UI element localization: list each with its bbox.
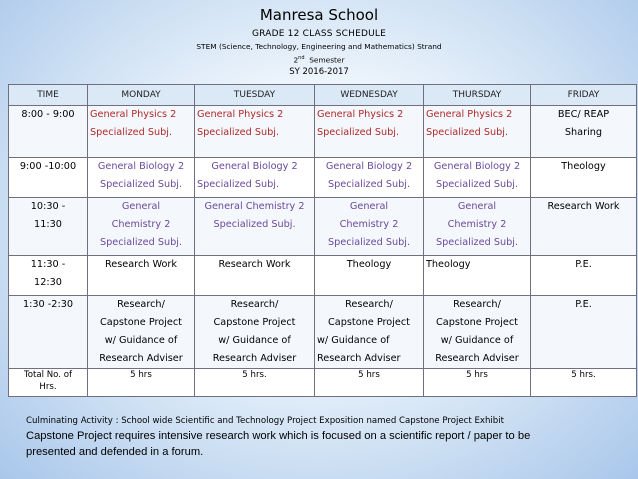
table-row xyxy=(9,296,637,369)
time-cell: 1:30 -2:30 xyxy=(9,296,88,369)
schedule-cell: General Chemistry 2 Specialized Subj. xyxy=(195,198,315,256)
schedule-cell: Research Work xyxy=(195,256,315,296)
schedule-cell: General Biology 2 Specialized Subj. xyxy=(88,158,195,198)
col-header-friday: FRIDAY xyxy=(531,85,637,106)
col-header-tuesday: TUESDAY xyxy=(195,85,315,106)
schedule-cell: General Chemistry 2 Specialized Subj. xyxy=(424,198,531,256)
schedule-cell: General Physics 2 Specialized Subj. xyxy=(315,106,424,158)
time-cell: 8:00 - 9:00 xyxy=(9,106,88,158)
schedule-cell: Theology xyxy=(531,158,637,198)
schedule-cell: P.E. xyxy=(531,296,637,369)
header-row xyxy=(9,85,637,106)
schedule-cell: 5 hrs. xyxy=(195,369,315,397)
schedule-title: GRADE 12 CLASS SCHEDULE xyxy=(251,29,387,39)
time-cell: Total No. of Hrs. xyxy=(9,369,88,397)
school-year: SY 2016-2017 xyxy=(289,67,349,77)
schedule-cell: Research Work xyxy=(88,256,195,296)
table-row xyxy=(9,198,637,256)
schedule-cell: Theology xyxy=(424,256,531,296)
schedule-cell: 5 hrs. xyxy=(531,369,637,397)
time-cell: 10:30 - 11:30 xyxy=(9,198,88,256)
schedule-cell: General Chemistry 2 Specialized Subj. xyxy=(315,198,424,256)
footer-notes xyxy=(26,414,626,460)
capstone-note-line1: Capstone Project requires intensive research work which is focused on a scientific report / paper to be xyxy=(26,430,531,442)
school-name: Manresa School xyxy=(259,6,379,24)
schedule-cell: 5 hrs xyxy=(315,369,424,397)
schedule-cell: General Biology 2 Specialized Subj. xyxy=(424,158,531,198)
col-header-wednesday: WEDNESDAY xyxy=(315,85,424,106)
table-row xyxy=(9,369,637,397)
schedule-cell: P.E. xyxy=(531,256,637,296)
col-header-thursday: THURSDAY xyxy=(424,85,531,106)
schedule-cell: General Biology 2 Specialized Subj. xyxy=(195,158,315,198)
schedule-cell: Research Work xyxy=(531,198,637,256)
capstone-note-line2: presented and defended in a forum. xyxy=(26,446,204,458)
culminating-activity-note: Culminating Activity : School wide Scientific and Technology Project Exposition named Capstone Project Exhibit xyxy=(26,416,505,426)
schedule-table xyxy=(8,84,637,397)
time-cell: 11:30 - 12:30 xyxy=(9,256,88,296)
schedule-cell: 5 hrs xyxy=(88,369,195,397)
strand-label: STEM (Science, Technology, Engineering and Mathematics) Strand xyxy=(196,42,442,51)
schedule-cell: General Physics 2 Specialized Subj. xyxy=(195,106,315,158)
col-header-monday: MONDAY xyxy=(88,85,195,106)
schedule-cell: Theology xyxy=(315,256,424,296)
table-row xyxy=(9,158,637,198)
time-cell: 9:00 -10:00 xyxy=(9,158,88,198)
schedule-cell: BEC/ REAP Sharing xyxy=(531,106,637,158)
schedule-cell: General Physics 2 Specialized Subj. xyxy=(424,106,531,158)
col-header-time: TIME xyxy=(9,85,88,106)
schedule-cell: General Chemistry 2 Specialized Subj. xyxy=(88,198,195,256)
schedule-cell: Research/ Capstone Project w/ Guidance of Research Adviser xyxy=(88,296,195,369)
schedule-cell: 5 hrs xyxy=(424,369,531,397)
schedule-cell: Research/ Capstone Project w/ Guidance of Research Adviser xyxy=(424,296,531,369)
table-row xyxy=(9,256,637,296)
semester-label: 2nd Semester xyxy=(293,55,345,65)
schedule-cell: Research/ Capstone Project w/ Guidance of Research Adviser xyxy=(195,296,315,369)
table-row xyxy=(9,106,637,158)
schedule-cell: General Physics 2 Specialized Subj. xyxy=(88,106,195,158)
schedule-cell: Research/ Capstone Project w/ Guidance of Research Adviser xyxy=(315,296,424,369)
schedule-cell: General Biology 2 Specialized Subj. xyxy=(315,158,424,198)
